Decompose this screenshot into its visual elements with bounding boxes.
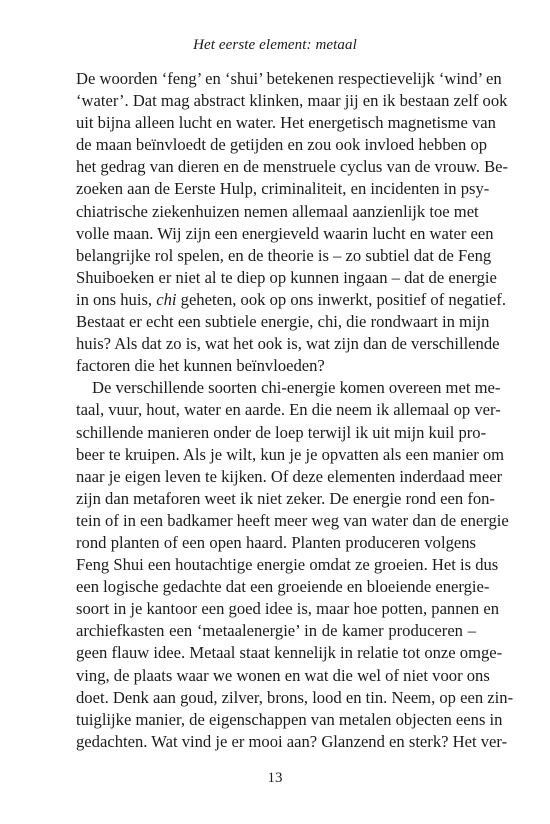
running-head: Het eerste element: metaal <box>193 37 357 53</box>
text-line: geen flauw idee. Metaal staat kennelijk in relatie tot onze omge- <box>76 643 503 663</box>
text-line: tuiglijke manier, de eigenschappen van metalen objecten eens in <box>76 709 503 729</box>
text-line: taal, vuur, hout, water en aarde. En die neem ik allemaal op ver- <box>76 400 501 420</box>
text-line: factoren die het kunnen beïnvloeden? <box>76 356 325 376</box>
text-line: Bestaat er echt een subtiele energie, chi, die rondwaart in mijn <box>76 312 490 332</box>
page-number: 13 <box>267 770 283 786</box>
text-line: Feng Shui een houtachtige energie omdat ze groeien. Het is dus <box>76 555 499 575</box>
text-line: belangrijke rol spelen, en de theorie is – zo subtiel dat de Feng <box>76 245 492 265</box>
emphasis: chi <box>156 289 177 309</box>
text-line: De verschillende soorten chi-energie komen overeen met me- <box>92 378 501 398</box>
body-text <box>76 68 514 753</box>
text-line: zoeken aan de Eerste Hulp, criminaliteit, en incidenten in psy- <box>76 179 490 199</box>
text-line: ving, de plaats waar we wonen en wat die wel of niet voor ons <box>76 665 490 685</box>
text-line: gedachten. Wat vind je er mooi aan? Glanzend en sterk? Het ver- <box>76 731 508 751</box>
text-line: ‘water’. Dat mag abstract klinken, maar jij en ik bestaan zelf ook <box>76 91 508 111</box>
text-line: Shuiboeken er niet al te diep op kunnen ingaan – dat de energie <box>76 267 497 287</box>
text-line: het gedrag van dieren en de menstruele cyclus van de vrouw. Be- <box>76 157 509 177</box>
text-line: schillende manieren onder de loep terwijl ik uit mijn kuil pro- <box>76 422 487 442</box>
text-line: De woorden ‘feng’ en ‘shui’ betekenen respectievelijk ‘wind’ en <box>76 69 502 88</box>
text-line: doet. Denk aan goud, zilver, brons, lood en tin. Neem, op een zin- <box>76 687 514 707</box>
text-line: rond planten of een open haard. Planten produceren volgens <box>76 532 476 552</box>
text-line: beer te kruipen. Als je wilt, kun je je opvatten als een manier om <box>76 444 505 464</box>
text-line: in ons huis, chi geheten, ook op ons inwerkt, positief of negatief. <box>76 289 506 309</box>
text-line: chiatrische ziekenhuizen nemen allemaal aanzienlijk toe met <box>76 201 479 221</box>
text-line: zijn dan metaforen weet ik niet zeker. De energie rond een fon- <box>76 488 495 508</box>
text-line: naar je eigen leven te kijken. Of deze elementen inderdaad meer <box>76 466 503 486</box>
text-line: de maan beïnvloedt de getijden en zou ook invloed hebben op <box>76 135 488 155</box>
text-line: tein of in een badkamer heeft meer weg van water dan de energie <box>76 510 509 530</box>
text-line: archiefkasten een ‘metaalenergie’ in de kamer produceren – <box>76 621 476 641</box>
text-line: huis? Als dat zo is, wat het ook is, wat zijn dan de verschillende <box>76 334 500 354</box>
text-line: soort in je kantoor een goed idee is, maar hoe potten, pannen en <box>76 599 500 619</box>
text-line: volle maan. Wij zijn een energieveld waarin lucht en water een <box>76 223 494 243</box>
text-line: een logische gedachte dat een groeiende en bloeiende energie- <box>76 577 490 597</box>
text-line: uit bijna alleen lucht en water. Het energetisch magnetisme van <box>76 113 496 133</box>
